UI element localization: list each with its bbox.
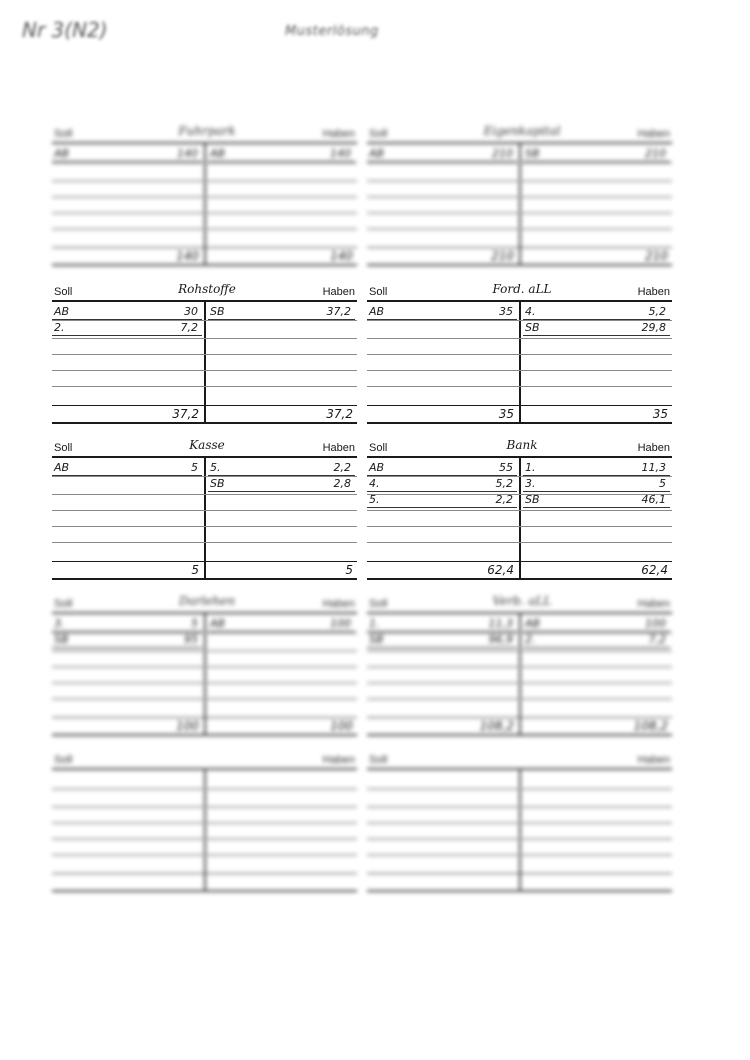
debit-total: 210 [491, 249, 514, 263]
ledger-line [367, 822, 672, 824]
ledger-line [52, 542, 357, 543]
entry-code: AB [54, 461, 70, 474]
entry-amount: 2,8 [333, 477, 351, 490]
credit-entry [523, 147, 670, 162]
entry-underline [208, 491, 355, 492]
entry-code: AB [369, 147, 385, 160]
entry-amount: 5 [191, 461, 198, 474]
entry-code: AB [369, 305, 385, 318]
ledger-line [367, 542, 672, 543]
account-title: Ford. aLL [492, 282, 552, 296]
debit-entry [52, 633, 202, 648]
debit-entry [367, 493, 517, 508]
credit-entry [523, 461, 670, 476]
ledger-line [52, 682, 357, 684]
credit-total: 62,4 [641, 563, 668, 577]
ledger-line [367, 370, 672, 371]
entry-underline [523, 631, 670, 632]
t-account [52, 756, 357, 891]
entry-amount: 29,8 [641, 321, 666, 334]
credit-entry [208, 477, 355, 492]
entry-underline [367, 475, 517, 476]
debit-total: 62,4 [487, 563, 514, 577]
entry-underline [523, 161, 670, 162]
entry-underline [523, 475, 670, 476]
ledger-line [367, 354, 672, 355]
haben-label: Haben [637, 286, 670, 298]
credit-total: 140 [330, 249, 353, 263]
haben-label: Haben [322, 286, 355, 298]
credit-total: 100 [330, 719, 353, 733]
total-rule [52, 247, 357, 248]
exercise-number: Nr 3(N2) [22, 18, 108, 42]
debit-entry [52, 617, 202, 632]
t-account [367, 756, 672, 891]
entry-amount: 11,3 [488, 617, 513, 630]
entry-code: AB [210, 617, 226, 630]
debit-total: 140 [176, 249, 199, 263]
double-rule [367, 578, 672, 580]
entry-amount: 30 [184, 305, 198, 318]
soll-label: Soll [54, 754, 73, 766]
entry-code: AB [210, 147, 226, 160]
entry-code: 2. [54, 321, 65, 334]
debit-entry [367, 477, 517, 492]
entry-underline [523, 319, 670, 320]
credit-entry [523, 617, 670, 632]
haben-label: Haben [637, 754, 670, 766]
entry-code: AB [54, 305, 70, 318]
credit-entry [523, 493, 670, 508]
entry-amount: 7,2 [180, 321, 198, 334]
credit-total: 5 [345, 563, 353, 577]
entry-amount: 35 [499, 305, 513, 318]
entry-code: 4. [369, 477, 380, 490]
soll-label: Soll [369, 442, 388, 454]
double-rule [52, 422, 357, 424]
debit-entry [52, 305, 202, 320]
ledger-line [367, 510, 672, 511]
credit-total: 35 [652, 407, 668, 421]
debit-total: 108,2 [479, 719, 514, 733]
entry-amount: 140 [330, 147, 351, 160]
ledger-line [52, 666, 357, 668]
credit-entry [208, 147, 355, 162]
ledger-line [52, 698, 357, 700]
ledger-line [52, 806, 357, 808]
ledger-line [52, 370, 357, 371]
debit-entry [52, 147, 202, 162]
entry-code: SB [525, 321, 540, 334]
entry-amount: 100 [645, 617, 666, 630]
ledger-line [367, 386, 672, 387]
ledger-line [52, 510, 357, 511]
t-account [367, 594, 672, 735]
haben-label: Haben [322, 442, 355, 454]
entry-underline [52, 647, 202, 648]
double-rule [52, 890, 357, 892]
haben-label: Haben [637, 128, 670, 140]
ledger-line [367, 788, 672, 790]
entry-underline [367, 491, 517, 492]
ledger-line [52, 228, 357, 230]
credit-entry [523, 321, 670, 336]
ledger-line [52, 212, 357, 214]
entry-code: SB [210, 305, 225, 318]
debit-entry [52, 321, 202, 336]
credit-entry [208, 461, 355, 476]
haben-label: Haben [637, 442, 670, 454]
entry-underline [523, 335, 670, 336]
entry-amount: 140 [177, 147, 198, 160]
ledger-line [52, 338, 357, 339]
ledger-line [52, 526, 357, 527]
account-title: Eigenkapital [483, 124, 561, 138]
entry-underline [208, 319, 355, 320]
debit-total: 5 [191, 563, 199, 577]
entry-code: 1. [525, 461, 536, 474]
haben-label: Haben [322, 754, 355, 766]
entry-underline [208, 631, 355, 632]
entry-code: SB [369, 633, 384, 646]
entry-amount: 5,2 [495, 477, 513, 490]
credit-entry [208, 305, 355, 320]
total-rule [367, 247, 672, 248]
ledger-line [367, 650, 672, 652]
entry-amount: 5 [191, 617, 198, 630]
debit-entry [367, 147, 517, 162]
entry-underline [523, 647, 670, 648]
entry-underline [52, 319, 202, 320]
ledger-line [367, 526, 672, 527]
entry-code: 1. [369, 617, 380, 630]
credit-total: 210 [645, 249, 668, 263]
account-title: Fuhrpark [178, 124, 236, 138]
double-rule [52, 264, 357, 266]
entry-amount: 5,2 [648, 305, 666, 318]
ledger-line [367, 162, 672, 164]
entry-underline [52, 475, 202, 476]
entry-amount: 95 [184, 633, 198, 646]
ledger-line [52, 854, 357, 856]
entry-code: SB [525, 147, 540, 160]
entry-underline [208, 161, 355, 162]
entry-amount: 210 [492, 147, 513, 160]
t-account [367, 438, 672, 579]
entry-amount: 7,2 [648, 633, 666, 646]
entry-amount: 5 [659, 477, 666, 490]
entry-underline [367, 647, 517, 648]
account-title: Kasse [189, 438, 225, 452]
ledger-line [52, 650, 357, 652]
ledger-line [367, 682, 672, 684]
soll-label: Soll [369, 754, 388, 766]
debit-entry [367, 617, 517, 632]
entry-underline [52, 631, 202, 632]
credit-entry [523, 477, 670, 492]
total-rule [367, 717, 672, 718]
haben-label: Haben [322, 598, 355, 610]
double-rule [367, 264, 672, 266]
ledger-line [367, 854, 672, 856]
ledger-line [367, 666, 672, 668]
t-account [367, 282, 672, 423]
double-rule [367, 890, 672, 892]
ledger-line [52, 494, 357, 495]
total-rule [367, 873, 672, 874]
entry-amount: 2,2 [333, 461, 351, 474]
t-account [52, 124, 357, 265]
ledger-line [52, 162, 357, 164]
entry-code: 2. [525, 633, 536, 646]
entry-amount: 46,1 [641, 493, 666, 506]
debit-entry [367, 305, 517, 320]
soll-label: Soll [54, 128, 73, 140]
ledger-line [52, 822, 357, 824]
entry-code: AB [525, 617, 541, 630]
solution-label: Musterlösung [285, 24, 379, 39]
total-rule [52, 405, 357, 406]
credit-total: 37,2 [326, 407, 353, 421]
t-account [52, 438, 357, 579]
double-rule [52, 578, 357, 580]
soll-label: Soll [369, 128, 388, 140]
entry-code: SB [210, 477, 225, 490]
ledger-line [367, 806, 672, 808]
entry-code: AB [369, 461, 385, 474]
entry-code: SB [54, 633, 69, 646]
entry-amount: 96,9 [488, 633, 513, 646]
t-account [52, 282, 357, 423]
t-account [52, 594, 357, 735]
debit-total: 100 [176, 719, 199, 733]
double-rule [52, 734, 357, 736]
entry-underline [367, 161, 517, 162]
ledger-line [367, 338, 672, 339]
entry-underline [52, 335, 202, 336]
entry-underline [523, 491, 670, 492]
entry-amount: 100 [330, 617, 351, 630]
soll-label: Soll [369, 286, 388, 298]
ledger-line [367, 212, 672, 214]
entry-amount: 11,3 [641, 461, 666, 474]
double-rule [367, 422, 672, 424]
ledger-line [52, 788, 357, 790]
entry-amount: 37,2 [326, 305, 351, 318]
t-account [367, 124, 672, 265]
ledger-line [52, 180, 357, 182]
entry-code: 4. [525, 305, 536, 318]
entry-underline [367, 631, 517, 632]
ledger-line [52, 386, 357, 387]
entry-code: 3. [525, 477, 536, 490]
debit-total: 37,2 [172, 407, 199, 421]
entry-underline [367, 319, 517, 320]
ledger-line [367, 838, 672, 840]
credit-total: 108,2 [633, 719, 668, 733]
ledger-line [52, 838, 357, 840]
entry-code: 3. [54, 617, 65, 630]
account-title: Bank [506, 438, 538, 452]
credit-entry [523, 633, 670, 648]
double-rule [367, 734, 672, 736]
entry-code: AB [54, 147, 70, 160]
ledger-line [52, 354, 357, 355]
entry-underline [52, 161, 202, 162]
ledger-line [367, 196, 672, 198]
entry-code: SB [525, 493, 540, 506]
haben-label: Haben [637, 598, 670, 610]
account-title: Rohstoffe [178, 282, 236, 296]
ledger-line [367, 228, 672, 230]
soll-label: Soll [54, 442, 73, 454]
total-rule [367, 561, 672, 562]
debit-entry [52, 461, 202, 476]
credit-entry [523, 305, 670, 320]
debit-entry [367, 461, 517, 476]
entry-amount: 55 [499, 461, 513, 474]
ledger-line [52, 196, 357, 198]
account-title: Verb. aLL [492, 594, 552, 608]
total-rule [367, 405, 672, 406]
account-title: Darlehen [178, 594, 235, 608]
entry-amount: 210 [645, 147, 666, 160]
entry-underline [208, 475, 355, 476]
soll-label: Soll [369, 598, 388, 610]
total-rule [52, 873, 357, 874]
credit-entry [208, 617, 355, 632]
soll-label: Soll [54, 598, 73, 610]
entry-code: 5. [210, 461, 221, 474]
haben-label: Haben [322, 128, 355, 140]
total-rule [52, 561, 357, 562]
entry-underline [523, 507, 670, 508]
ledger-line [367, 180, 672, 182]
ledger-line [367, 698, 672, 700]
entry-code: 5. [369, 493, 380, 506]
debit-entry [367, 633, 517, 648]
soll-label: Soll [54, 286, 73, 298]
debit-total: 35 [498, 407, 514, 421]
total-rule [52, 717, 357, 718]
entry-amount: 2,2 [495, 493, 513, 506]
entry-underline [367, 507, 517, 508]
